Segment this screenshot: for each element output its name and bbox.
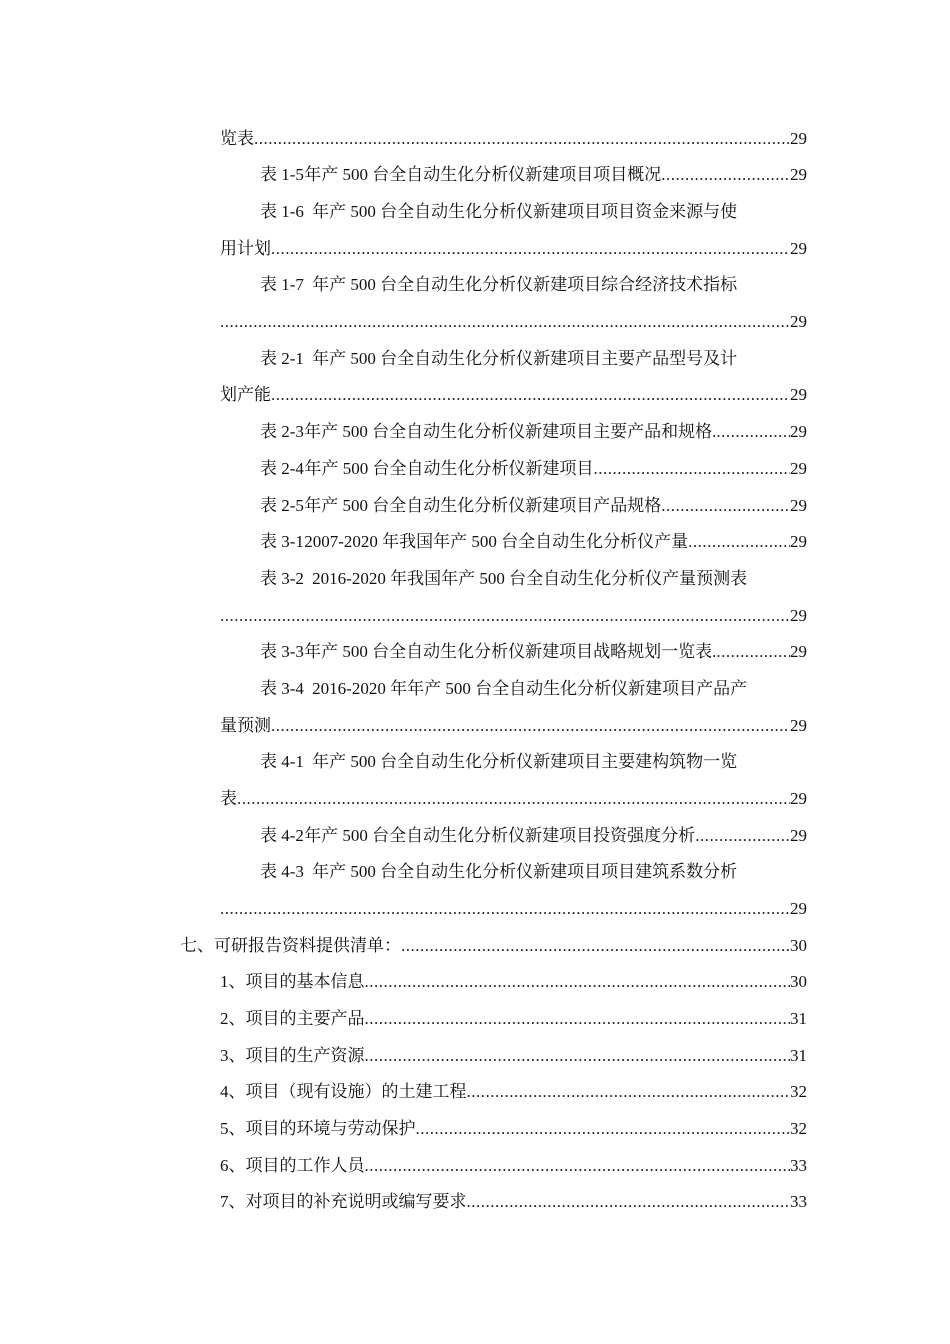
toc-page-number: 32 (790, 1082, 807, 1101)
toc-entry-text: 年产 500 台全自动生化分析仪新建项目 (304, 459, 594, 478)
toc-leader-dots (416, 1116, 791, 1142)
toc-page-number: 29 (790, 642, 807, 661)
toc-entry-number: 表 2-1 (260, 349, 304, 368)
toc-entry-text: 6、项目的工作人员 (220, 1156, 365, 1175)
toc-entry[interactable] (220, 1079, 807, 1105)
toc-entry-line1[interactable] (260, 272, 807, 298)
toc-page-number: 29 (790, 129, 807, 148)
toc-page-number: 29 (790, 789, 807, 808)
toc-page-number: 29 (790, 496, 807, 515)
toc-entry-text: 年产 500 台全自动生化分析仪新建项目项目建筑系数分析 (312, 862, 738, 881)
toc-entry-line2[interactable] (220, 236, 807, 262)
toc-entry[interactable] (260, 162, 807, 188)
toc-entry[interactable] (220, 126, 807, 152)
toc-page-number: 32 (790, 1119, 807, 1138)
toc-entry-line1[interactable] (260, 566, 807, 592)
toc-entry-text: 年产 500 台全自动生化分析仪新建项目战略规划一览表. (304, 642, 717, 661)
toc-leader-dots (593, 456, 790, 482)
toc-leader-dots (237, 786, 790, 812)
toc-page-number: 29 (790, 312, 807, 331)
toc-page-number: 29 (790, 385, 807, 404)
toc-entry[interactable] (260, 419, 807, 445)
toc-page-number: 29 (790, 826, 807, 845)
toc-entry-text: 年产 500 台全自动生化分析仪新建项目产品规格 (304, 496, 662, 515)
toc-entry-number: 表 1-7 (260, 275, 304, 294)
toc-leader-dots (716, 419, 790, 445)
toc-entry[interactable] (220, 1116, 807, 1142)
toc-entry-text: 七、可研报告资料提供清单： (180, 936, 401, 955)
toc-leader-dots (220, 896, 790, 922)
toc-leader-dots (688, 529, 790, 555)
toc-entry-line2[interactable] (220, 786, 807, 812)
toc-page-number: 33 (790, 1192, 807, 1211)
toc-entry-text: 年产 500 台全自动生化分析仪新建项目综合经济技术指标 (312, 275, 738, 294)
toc-entry-number: 表 2-5 (260, 496, 304, 515)
toc-page-number: 33 (790, 1156, 807, 1175)
toc-entry-text: 年产 500 台全自动生化分析仪新建项目主要产品型号及计 (312, 349, 738, 368)
toc-leader-dots (365, 1153, 791, 1179)
toc-entry[interactable] (220, 969, 807, 995)
toc-entry[interactable] (260, 639, 807, 665)
toc-entry-number: 表 3-3 (260, 642, 304, 661)
toc-leader-dots (271, 713, 790, 739)
toc-leader-dots (365, 1043, 791, 1069)
toc-page-number: 30 (790, 936, 807, 955)
toc-entry-text: 2016-2020 年我国年产 500 台全自动生化分析仪产量预测表 (312, 569, 748, 588)
toc-leader-dots (220, 603, 790, 629)
toc-leader-dots (467, 1079, 791, 1105)
toc-entry[interactable] (260, 823, 807, 849)
toc-leader-dots (661, 162, 790, 188)
toc-page-number: 29 (790, 239, 807, 258)
toc-entry-text: 2007-2020 年我国年产 500 台全自动生化分析仪产量 (304, 532, 689, 551)
toc-entry-text: 3、项目的生产资源 (220, 1046, 365, 1065)
toc-entry-text: 年产 500 台全自动生化分析仪新建项目投资强度分析 (304, 826, 696, 845)
toc-leader-dots (695, 823, 790, 849)
toc-entry-line1[interactable] (260, 199, 807, 225)
toc-entry-number: 表 1-6 (260, 202, 304, 221)
toc-entry-text: 1、项目的基本信息 (220, 972, 365, 991)
toc-entry-text: 2016-2020 年年产 500 台全自动生化分析仪新建项目产品产 (312, 679, 748, 698)
toc-leader-dots (365, 1006, 791, 1032)
toc-entry-line1[interactable] (260, 676, 807, 702)
toc-page-number: 29 (790, 606, 807, 625)
toc-entry-text: 年产 500 台全自动生化分析仪新建项目主要建构筑物一览 (312, 752, 738, 771)
toc-entry[interactable] (220, 1043, 807, 1069)
toc-entry-text: 年产 500 台全自动生化分析仪新建项目项目资金来源与使 (312, 202, 738, 221)
toc-entry-text: 年产 500 台全自动生化分析仪新建项目项目概况 (304, 165, 662, 184)
toc-entry-line2[interactable] (220, 382, 807, 408)
toc-entry[interactable] (260, 456, 807, 482)
toc-leader-dots (271, 382, 790, 408)
toc-page-number: 31 (790, 1046, 807, 1065)
toc-page-number: 29 (790, 459, 807, 478)
toc-entry[interactable] (220, 1189, 807, 1215)
toc-leader-dots (254, 126, 790, 152)
toc-entry-line2[interactable] (220, 309, 807, 335)
toc-entry-text: 2、项目的主要产品 (220, 1009, 365, 1028)
toc-entry-text: 览表 (220, 129, 254, 148)
toc-entry[interactable] (260, 493, 807, 519)
toc-page-number: 29 (790, 422, 807, 441)
toc-entry-line1[interactable] (260, 346, 807, 372)
toc-entry-line2[interactable] (220, 603, 807, 629)
toc-entry[interactable] (220, 1006, 807, 1032)
toc-entry-number: 表 3-1 (260, 532, 304, 551)
toc-page-number: 29 (790, 165, 807, 184)
toc-leader-dots (271, 236, 790, 262)
toc-entry-text: 用计划 (220, 239, 271, 258)
toc-leader-dots (661, 493, 790, 519)
toc-entry-number: 表 1-5 (260, 165, 304, 184)
toc-page-number: 30 (790, 972, 807, 991)
toc-page-number: 29 (790, 716, 807, 735)
toc-leader-dots (467, 1189, 791, 1215)
toc-entry-text: 划产能 (220, 385, 271, 404)
toc-entry-line2[interactable] (220, 713, 807, 739)
toc-leader-dots (401, 933, 790, 959)
toc-entry-number: 表 4-2 (260, 826, 304, 845)
toc-entry[interactable] (220, 1153, 807, 1179)
toc-leader-dots (716, 639, 790, 665)
toc-page-number: 29 (790, 899, 807, 918)
toc-leader-dots (365, 969, 791, 995)
toc-entry-number: 表 4-1 (260, 752, 304, 771)
toc-entry-text: 量预测 (220, 716, 271, 735)
toc-entry-number: 表 3-4 (260, 679, 304, 698)
toc-entry-number: 表 2-4 (260, 459, 304, 478)
toc-entry-line1[interactable] (260, 749, 807, 775)
toc-entry-number: 表 4-3 (260, 862, 304, 881)
toc-entry-text: 7、对项目的补充说明或编写要求 (220, 1192, 467, 1211)
toc-entry-text: 4、项目（现有设施）的土建工程 (220, 1082, 467, 1101)
toc-entry-text: 表 (220, 789, 237, 808)
toc-entry-number: 表 2-3 (260, 422, 304, 441)
toc-section-entry[interactable] (180, 933, 807, 959)
toc-page-number: 29 (790, 532, 807, 551)
toc-leader-dots (220, 309, 790, 335)
toc-entry-text: 年产 500 台全自动生化分析仪新建项目主要产品和规格. (304, 422, 717, 441)
toc-entry-line1[interactable] (260, 859, 807, 885)
toc-entry[interactable] (260, 529, 807, 555)
toc-entry-text: 5、项目的环境与劳动保护 (220, 1119, 416, 1138)
toc-entry-line2[interactable] (220, 896, 807, 922)
toc-page-number: 31 (790, 1009, 807, 1028)
toc-entry-number: 表 3-2 (260, 569, 304, 588)
